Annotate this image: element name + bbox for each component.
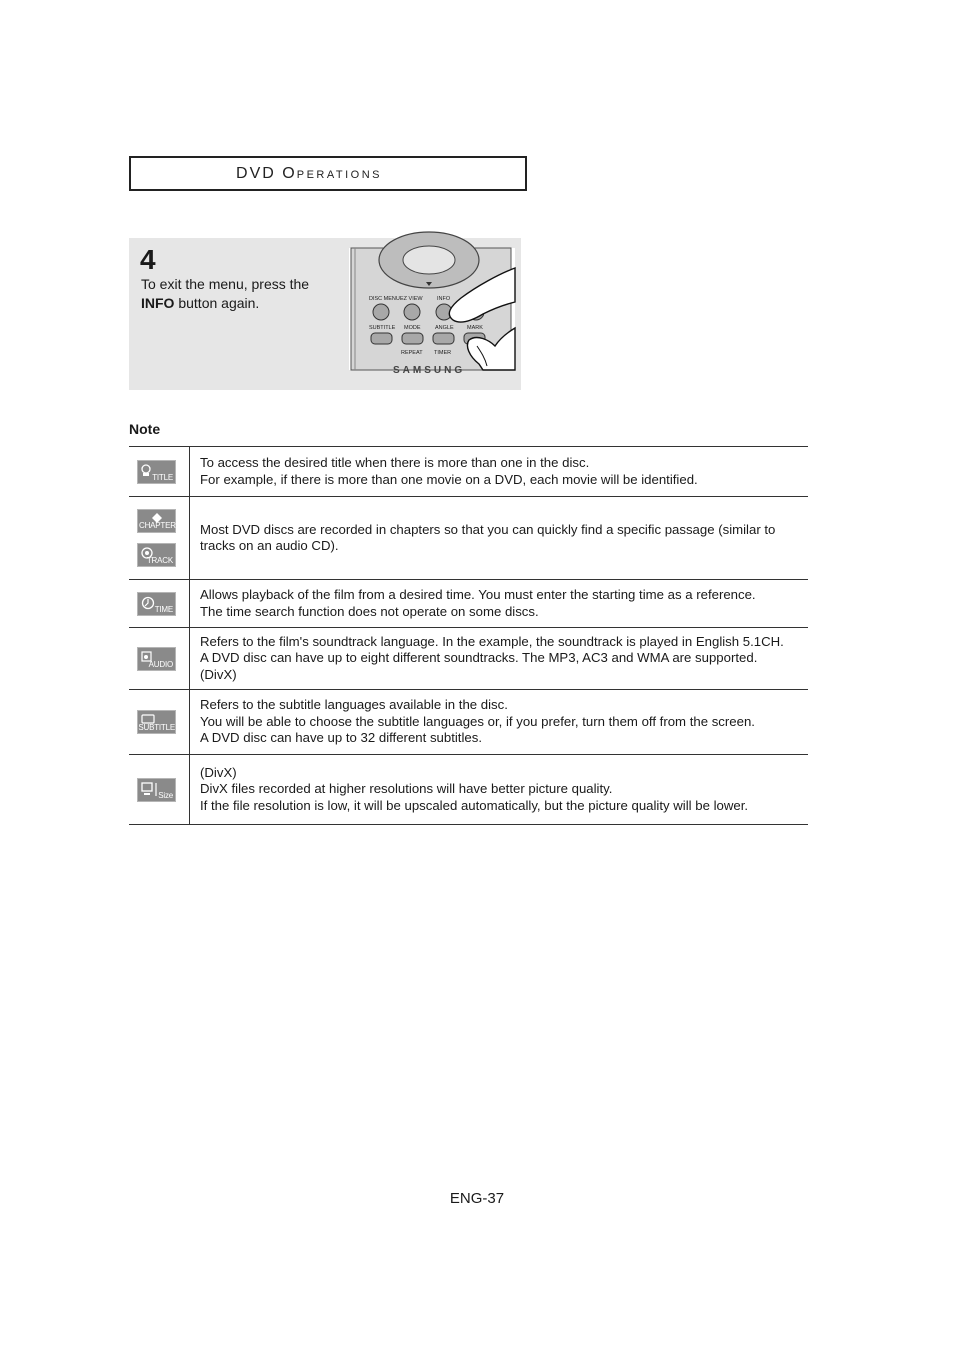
remote-label-mode: MODE: [404, 325, 421, 331]
note-description: [190, 755, 809, 825]
note-line: To access the desired title when there is more than one in the disc.: [200, 455, 590, 471]
note-row-chapter: [129, 497, 808, 580]
note-description: [190, 628, 809, 690]
section-title: [131, 158, 382, 191]
note-line: If the file resolution is low, it will be upscaled automatically, but the picture quality will be lower.: [200, 797, 749, 813]
note-table: [129, 446, 808, 825]
note-line: Most DVD discs are recorded in chapters so that you can quickly find a specific passage (similar to: [200, 521, 776, 537]
step-text-rest: button again.: [174, 295, 260, 311]
remote-label-subtitle: SUBTITLE: [369, 325, 396, 331]
note-line: You will be able to choose the subtitle languages or, if you prefer, turn them off from the screen.: [200, 713, 755, 729]
note-line: Refers to the film's soundtrack language. In the example, the soundtrack is played in English 5.1CH.: [200, 633, 784, 649]
note-line: A DVD disc can have up to 32 different subtitles.: [200, 730, 482, 746]
section-title-initial: D: [236, 165, 250, 182]
icon-cell: [129, 447, 190, 497]
note-row-title: [129, 447, 808, 497]
remote-subtitle-button: [371, 333, 392, 344]
note-description: [190, 690, 809, 755]
note-row-audio: [129, 628, 808, 690]
note-line: Refers to the subtitle languages available in the disc.: [200, 697, 508, 713]
title-icon-label: TITLE: [152, 472, 173, 482]
audio-icon: [137, 647, 176, 671]
note-row-subtitle: [129, 690, 808, 755]
step-text-line1: To exit the menu, press the: [141, 276, 310, 292]
note-line: For example, if there is more than one movie on a DVD, each movie will be identified.: [200, 471, 698, 487]
remote-label-timer: TIMER: [434, 350, 452, 356]
note-line: Allows playback of the film from a desired time. You must enter the starting time as a reference.: [200, 587, 756, 603]
chapter-icon: [137, 509, 176, 533]
note-line: (DivX): [200, 666, 237, 682]
icon-cell: [129, 580, 190, 628]
note-line: DivX files recorded at higher resolutions will have better picture quality.: [200, 781, 613, 797]
note-line: The time search function does not operate on some discs.: [200, 603, 539, 619]
section-header-box: [129, 156, 527, 191]
note-row-size: [129, 755, 808, 825]
remote-angle-button: [433, 333, 454, 344]
note-description: [190, 497, 809, 580]
note-label: Note: [129, 421, 161, 437]
chapter-icon-label: CHAPTER: [139, 521, 176, 530]
icon-cell: [129, 497, 190, 580]
step-instruction: [141, 275, 331, 313]
icon-cell: [129, 690, 190, 755]
note-line: tracks on an audio CD).: [200, 538, 339, 553]
note-line: A DVD disc can have up to eight different soundtracks. The MP3, AC3 and WMA are supported.: [200, 650, 758, 666]
size-icon-label: Size: [158, 790, 173, 800]
remote-label-info: INFO: [437, 296, 451, 302]
title-icon: [137, 460, 176, 484]
remote-control-illustration: [349, 248, 515, 376]
time-icon: [137, 592, 176, 616]
remote-disc-menu-button: [373, 304, 389, 320]
note-line: (DivX): [200, 764, 237, 780]
section-title-small-caps: PERATIONS: [296, 169, 382, 181]
step-text-bold: INFO: [141, 295, 175, 311]
track-icon: [137, 543, 176, 567]
remote-label-ez-view: EZ VIEW: [400, 296, 423, 302]
subtitle-icon-label: SUBTITLE: [138, 723, 175, 732]
note-description: [190, 580, 809, 628]
remote-label-mark: MARK: [467, 325, 483, 331]
icon-cell: [129, 755, 190, 825]
track-icon-label: TRACK: [146, 556, 173, 565]
note-description: [190, 447, 809, 497]
icon-cell: [129, 628, 190, 690]
audio-icon-label: AUDIO: [148, 659, 173, 669]
remote-label-repeat: REPEAT: [401, 350, 423, 356]
step-panel: [129, 238, 521, 390]
step-number: 4: [140, 244, 156, 275]
page-number: ENG-37: [449, 1190, 505, 1207]
remote-label-angle: ANGLE: [435, 325, 454, 331]
subtitle-icon: [137, 710, 176, 734]
remote-mode-button: [402, 333, 423, 344]
remote-brand: SAMSUNG: [393, 365, 466, 376]
note-row-time: [129, 580, 808, 628]
size-icon: [137, 778, 176, 802]
section-title-part: VD O: [249, 165, 297, 182]
time-icon-label: TIME: [154, 604, 173, 614]
remote-ez-view-button: [404, 304, 420, 320]
remote-label-disc-menu: DISC MENU: [369, 296, 400, 302]
